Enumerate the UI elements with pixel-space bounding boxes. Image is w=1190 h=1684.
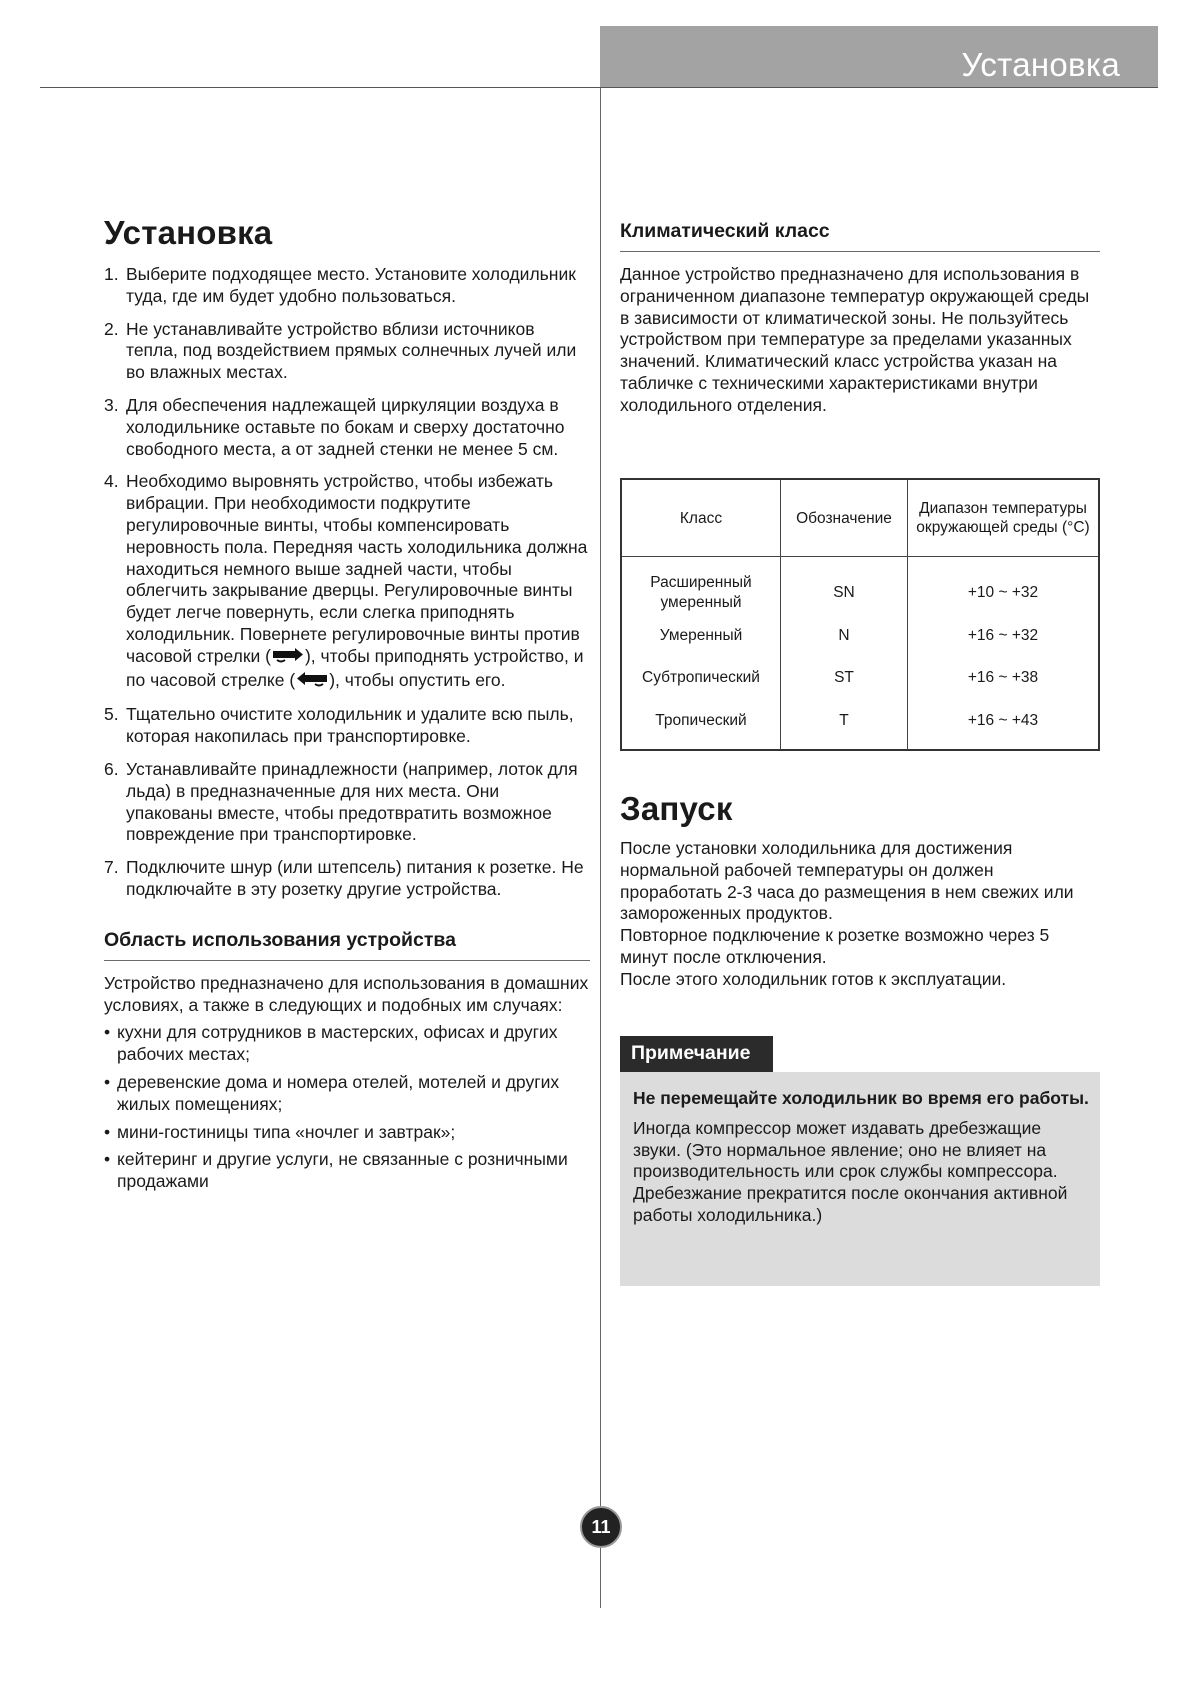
note-label-tab [620,1036,773,1072]
usage-item: • кухни для сотрудников в мастерских, офисах и других рабочих местах; [104,1022,558,1065]
step-3: 3. Для обеспечения надлежащей циркуляции воздуха в холодильнике оставьте по бокам и сверху достаточно свободного места, а от задней стенки не менее 5 см. [104,394,565,459]
counterclockwise-arrow-icon [271,646,305,670]
step-7: 7. Подключите шнур (или штепсель) питания к розетке. Не подключайте в эту розетку другие устройства. [104,857,584,899]
climate-section [620,220,1100,417]
climate-title: Климатический класс [620,220,1100,252]
left-column [104,214,590,1199]
table-row: Тропический T +16 ~ +43 [621,699,1099,750]
start-line: После этого холодильник готов к эксплуатации. [620,968,1007,989]
header-bar [600,26,1158,88]
step-2: 2. Не устанавливайте устройство вблизи источников тепла, под воздействием прямых солнечных лучей или во влажных местах. [104,318,577,383]
step-4: 4. Необходимо выровнять устройство, чтобы избежать вибрации. При необходимости подкрутите регулировочные винты, чтобы компенсировать неровность пола. Передняя часть холодильника должна находиться немного выше задней части, чтобы облегчить закрывание дверцы. Регулировочные винты будет легче повернуть, если слегка приподнять холодильник. Повернете регулировочные винты против часовой стрелки ( ), чтобы приподнять устройство, и по часовой стрелке ( ), чтобы опустить его. [104,471,590,693]
start-line: Повторное подключение к розетке возможно через 5 минут после отключения. [620,925,1050,967]
usage-item: • кейтеринг и другие услуги, не связанные с розничными продажами [104,1149,568,1192]
note-line: Иногда компрессор может издавать дребезжащие звуки. (Это нормальное явление; оно не влияет на производительность или срок службы компрессора. [633,1117,1058,1182]
table-row: Умеренный N +16 ~ +32 [621,615,1099,657]
clockwise-arrow-icon [295,670,329,694]
usage-list [104,1022,590,1193]
page-number-badge [580,1506,622,1548]
table-header-row [621,479,1099,557]
col-header-code: Обозначение [781,479,908,557]
page-number: 11 [591,1517,611,1537]
column-divider [600,88,601,1608]
step-1: 1. Выберите подходящее место. Установите холодильник туда, где им будет удобно пользоваться. [104,264,576,306]
install-title: Установка [104,214,273,251]
climate-text: Данное устройство предназначено для использования в ограниченном диапазоне температур окружающей среды в зависимости от климатической зоны. Не пользуйтесь устройством при температуре за пределами указанных значений. Климатический класс устройства указан на табличке с техническими характеристиками внутри холодильного отделения. [620,264,1090,415]
start-section [620,790,1100,991]
table-row: Субтропический ST +16 ~ +38 [621,657,1099,699]
usage-item: • мини-гостиницы типа «ночлег и завтрак»; [104,1121,456,1142]
start-line: После установки холодильника для достижения нормальной рабочей температуры он должен проработать 2-3 часа до размещения в нем свежих или замороженных продуктов. [620,838,1074,924]
step-6: 6. Устанавливайте принадлежности (например, лоток для льда) в предназначенные для них места. Они упакованы вместе, чтобы предотвратить возможное повреждение при транспортировке. [104,758,578,845]
header-title: Установка [961,46,1120,83]
table-row: Расширенный умеренный SN +10 ~ +32 [621,557,1099,616]
note-warning: Не перемещайте холодильник во время его работы. [633,1088,1089,1108]
usage-section [104,929,590,1193]
install-steps [104,264,590,901]
start-title: Запуск [620,790,733,827]
col-header-class: Класс [621,479,781,557]
climate-table [620,478,1100,751]
usage-item: • деревенские дома и номера отелей, мотелей и других жилых помещениях; [104,1071,560,1114]
note-label: Примечание [631,1042,751,1064]
col-header-range: Диапазон температуры окружающей среды (°C) [908,479,1100,557]
usage-intro: Устройство предназначено для использования в домашних условиях, а также в следующих и подобных им случаях: [104,972,589,1015]
usage-title: Область использования устройства [104,929,590,961]
step-5: 5. Тщательно очистите холодильник и удалите всю пыль, которая накопилась при транспортировке. [104,704,574,747]
header-rule [40,87,1158,88]
note-box [620,1072,1100,1286]
note-line: Дребезжание прекратится после окончания активной работы холодильника.) [633,1183,1068,1225]
